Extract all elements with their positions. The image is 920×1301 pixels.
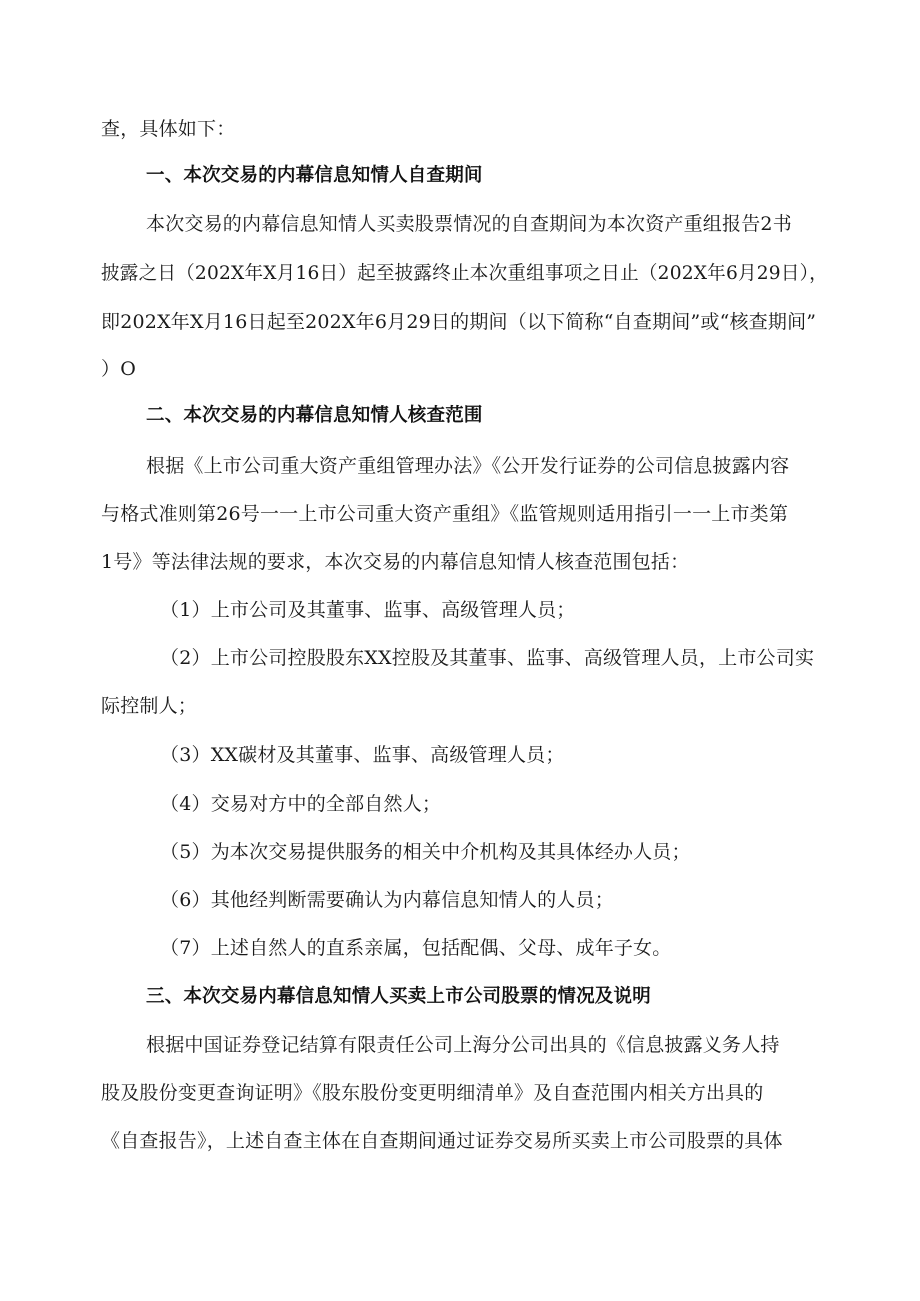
list-item-continuation: 际控制人； [101, 695, 198, 717]
paragraph-line: 根据中国证券登记结算有限责任公司上海分公司出具的《信息披露义务人持 [146, 1034, 780, 1056]
paragraph-line: 1号》等法律法规的要求，本次交易的内幕信息知情人核查范围包括： [101, 551, 690, 573]
list-item: （5）为本次交易提供服务的相关中介机构及其具体经办人员； [160, 841, 691, 863]
paragraph-line: 查，具体如下： [101, 118, 236, 140]
list-item: （2）上市公司控股股东XX控股及其董事、监事、高级管理人员，上市公司实 [160, 647, 815, 669]
list-item: （7）上述自然人的直系亲属，包括配偶、父母、成年子女。 [160, 937, 672, 959]
paragraph-line: 根据《上市公司重大资产重组管理办法》《公开发行证券的公司信息披露内容 [146, 455, 790, 477]
paragraph-line: 与格式准则第26号一一上市公司重大资产重组》《监管规则适用指引一一上市类第 [101, 503, 789, 525]
paragraph-line: ）O [101, 358, 136, 380]
section-heading-2: 二、本次交易的内幕信息知情人核查范围 [146, 405, 483, 426]
paragraph-line: 股及股份变更查询证明》《股东股份变更明细清单》及自查范围内相关方出具的 [101, 1082, 764, 1104]
paragraph-line: 本次交易的内幕信息知情人买卖股票情况的自查期间为本次资产重组报告2书 [146, 213, 792, 235]
list-item: （4）交易对方中的全部自然人； [160, 793, 442, 815]
list-item: （3）XX碳材及其董事、监事、高级管理人员； [160, 744, 565, 766]
paragraph-line: 《自查报告》，上述自查主体在自查期间通过证券交易所买卖上市公司股票的具体 [101, 1130, 783, 1152]
section-heading-1: 一、本次交易的内幕信息知情人自查期间 [146, 165, 483, 186]
section-heading-3: 三、本次交易内幕信息知情人买卖上市公司股票的情况及说明 [146, 986, 651, 1007]
paragraph-line: 披露之日（202X年X月16日）起至披露终止本次重组事项之日止（202X年6月29日）， [101, 262, 828, 284]
list-item: （1）上市公司及其董事、监事、高级管理人员； [160, 599, 576, 621]
paragraph-line: 即202X年X月16日起至202X年6月29日的期间（以下简称“自查期间”或“核查期间” [101, 311, 817, 333]
list-item: （6）其他经判断需要确认为内幕信息知情人的人员； [160, 889, 614, 911]
